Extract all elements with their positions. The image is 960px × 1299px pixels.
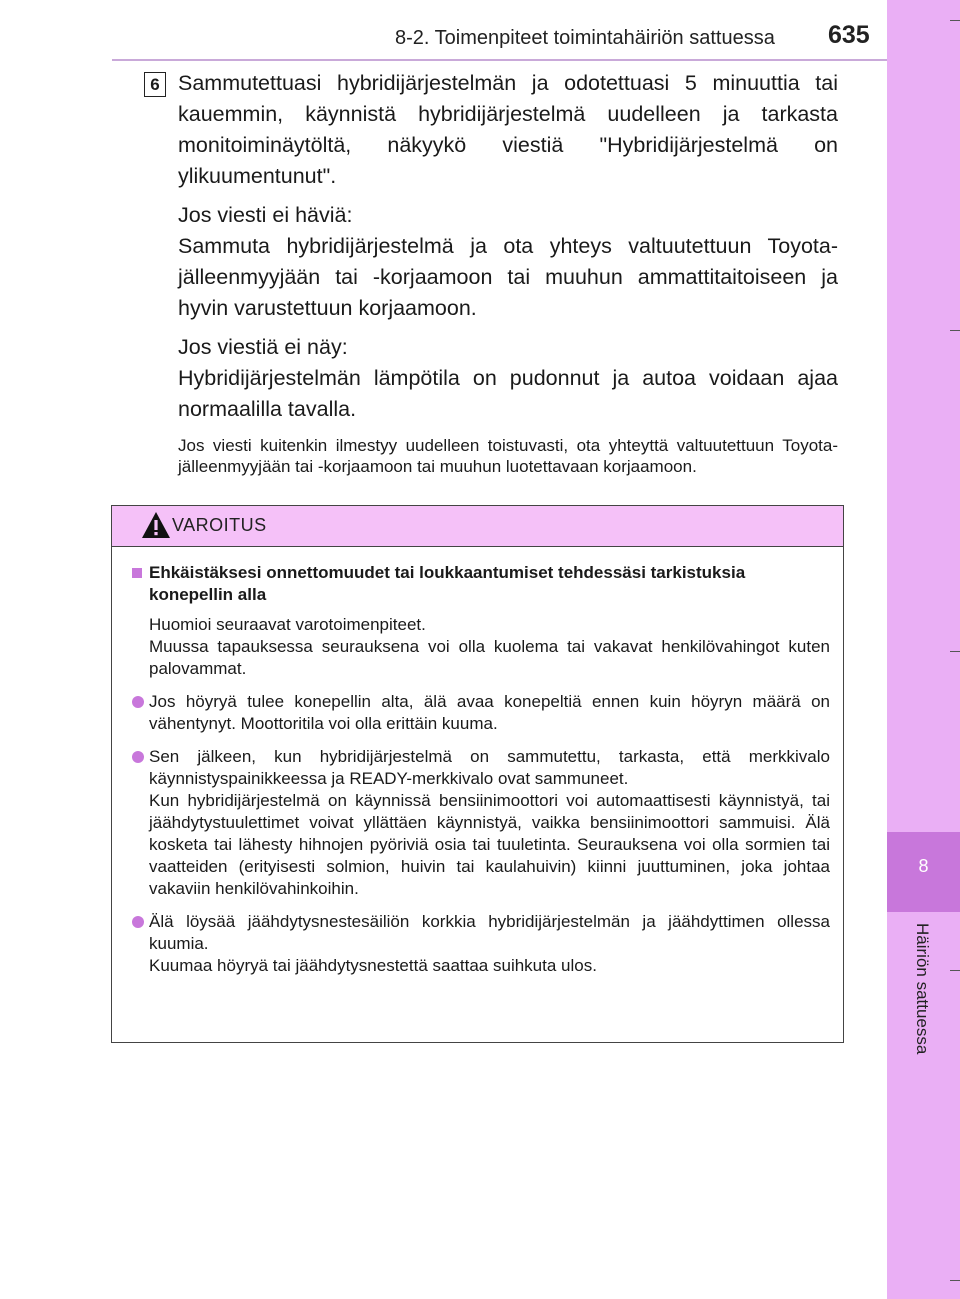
crop-mark — [950, 651, 960, 652]
square-bullet-icon — [132, 568, 142, 578]
warning-bullet-text — [149, 691, 830, 735]
warning-intro-line: Huomioi seuraavat varotoimenpiteet. — [149, 615, 426, 634]
warning-title-text: Ehkäistäksesi onnettomuudet tai loukkaantumiset tehdessäsi tarkistuksia konepellin alla — [149, 563, 746, 604]
chapter-label: Häiriön sattuessa — [913, 923, 932, 1055]
step-note: Jos viesti kuitenkin ilmestyy uudelleen toistuvasti, ota yhteyttä valtuutettuun Toyota-jälleenmyyjään tai -korjaamoon tai muuhun luotettavaan korjaamoon. — [178, 436, 838, 476]
condition-label-not-shown: Jos viestiä ei näy: — [178, 335, 348, 359]
warning-bullet — [132, 746, 830, 900]
warning-title — [132, 562, 830, 606]
warning-body — [112, 562, 845, 977]
step-number-badge: 6 — [144, 72, 166, 97]
warning-bullet-line: Kun hybridijärjestelmä on käynnissä bensiinimoottori voi automaattisesti käynnistyä, tai jäähdytystuulettimet voivat yllättäen käynnistyä, vaikka bensiinimoottori sammuisi. Älä kosketa tai lähesty hihnojen pyöriviä osia tai tuuletinta. Seurauksena voi olla sormien tai vaatteiden (erityisesti solmion, huivin tai kaulahuivin) kiinni juuttuminen, joka johtaa vakaviin henkilövahinkoihin. — [149, 791, 830, 898]
warning-label: VAROITUS — [172, 515, 267, 535]
circle-bullet-icon — [132, 751, 144, 763]
warning-bullet-line: Jos höyryä tulee konepellin alta, älä avaa konepeltiä ennen kuin höyryn määrä on vähentynyt. Moottoritila voi olla erittäin kuuma. — [149, 692, 830, 733]
warning-bullet — [132, 691, 830, 735]
crop-mark — [950, 970, 960, 971]
warning-bullet-line: Kuumaa höyryä tai jäähdytysnestettä saattaa suihkuta ulos. — [149, 956, 597, 975]
warning-bullet — [132, 911, 830, 977]
warning-bullet-text — [149, 746, 830, 900]
warning-bullet-line: Sen jälkeen, kun hybridijärjestelmä on sammutettu, tarkasta, että merkkivalo käynnistyspainikkeessa ja READY-merkkivalo ovat sammuneet. — [149, 747, 830, 788]
step-content — [178, 68, 838, 477]
page-number: 635 — [828, 21, 870, 49]
warning-intro — [149, 614, 830, 680]
warning-bullet-line: Älä löysää jäähdytysnestesäiliön korkkia hybridijärjestelmän ja jäähdyttimen ollessa kuumia. — [149, 912, 830, 953]
crop-mark — [950, 1280, 960, 1281]
section-title: 8-2. Toimenpiteet toimintahäiriön sattuessa — [395, 27, 775, 49]
header-divider — [112, 59, 887, 61]
step-paragraph: Sammutettuasi hybridijärjestelmän ja odotettuasi 5 minuuttia tai kauemmin, käynnistä hybridijärjestelmä uudelleen ja tarkasta monitoiminäytöltä, näkyykö viestiä "Hybridijärjestelmä on ylikuumentunut". — [178, 71, 838, 188]
warning-triangle-icon — [141, 511, 171, 539]
circle-bullet-icon — [132, 696, 144, 708]
warning-header — [112, 506, 843, 547]
warning-box — [111, 505, 844, 1043]
crop-mark — [950, 20, 960, 21]
warning-bullet-text — [149, 911, 830, 977]
chapter-side-tab — [887, 0, 960, 1299]
crop-mark — [950, 330, 960, 331]
circle-bullet-icon — [132, 916, 144, 928]
chapter-number: 8 — [918, 856, 929, 876]
condition-text-not-shown: Hybridijärjestelmän lämpötila on pudonnut ja autoa voidaan ajaa normaalilla tavalla. — [178, 366, 838, 421]
condition-label-not-disappear: Jos viesti ei häviä: — [178, 203, 353, 227]
warning-intro-line: Muussa tapauksessa seurauksena voi olla kuolema tai vakavat henkilövahingot kuten palovammat. — [149, 637, 830, 678]
condition-text-not-disappear: Sammuta hybridijärjestelmä ja ota yhteys valtuutettuun Toyota-jälleenmyyjään tai -korjaamoon tai muuhun ammattitaitoiseen ja hyvin varustettuun korjaamoon. — [178, 234, 838, 320]
